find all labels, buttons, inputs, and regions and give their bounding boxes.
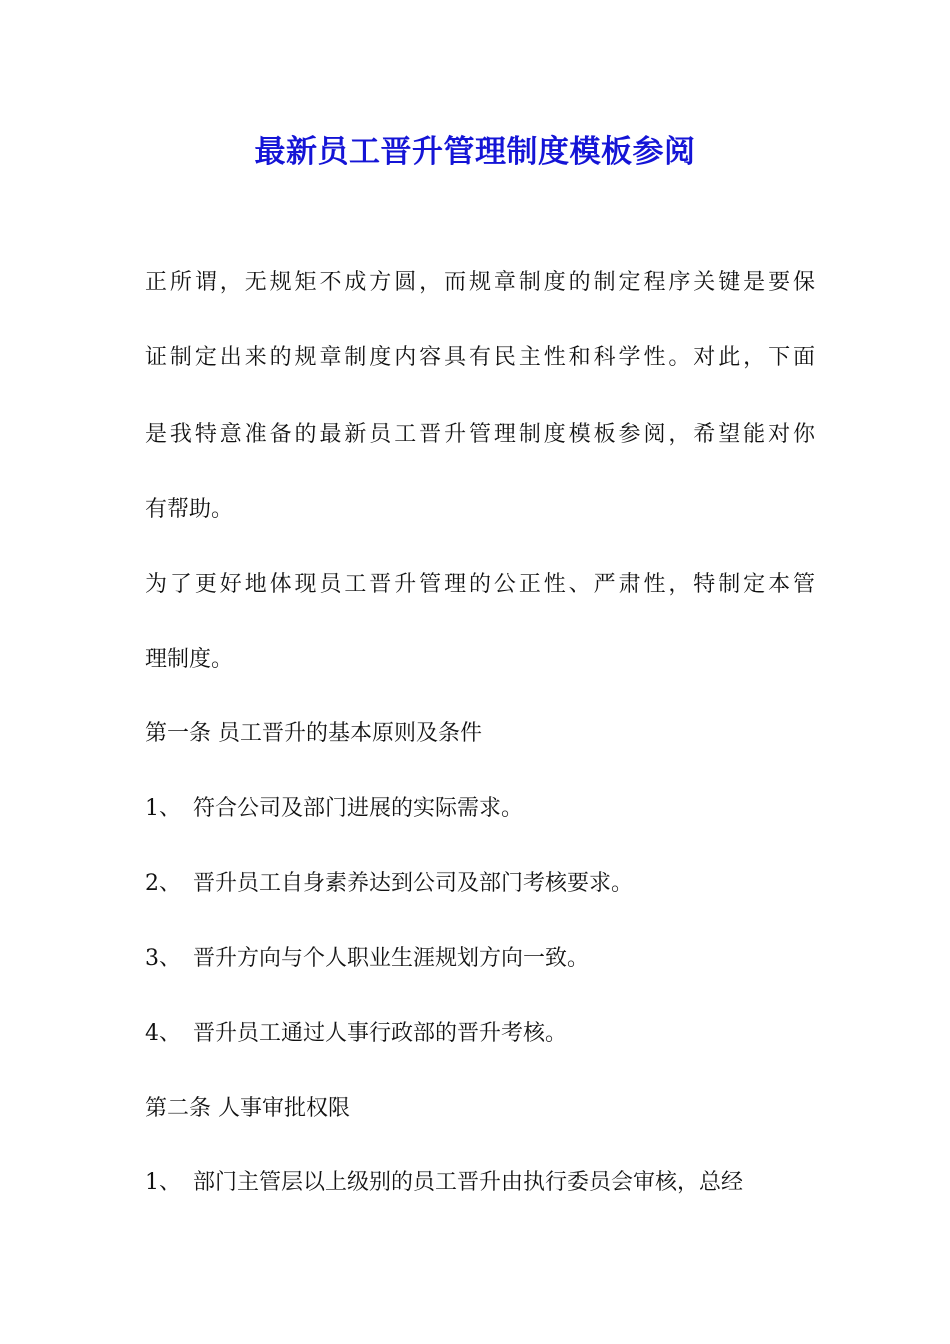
intro-line-3: 是我特意准备的最新员工晋升管理制度模板参阅，希望能对你 — [145, 422, 815, 447]
list-item-text: 晋升员工自身素养达到公司及部门考核要求。 — [193, 871, 634, 896]
article-1-item — [145, 1019, 815, 1049]
list-item-text: 晋升员工通过人事行政部的晋升考核。 — [193, 1021, 568, 1046]
list-item-number: 3、 — [145, 946, 181, 971]
article-2-heading: 第二条 人事审批权限 — [145, 1096, 350, 1121]
intro-line-2: 证制定出来的规章制度内容具有民主性和科学性。对此，下面 — [145, 345, 815, 370]
article-1-item — [145, 869, 815, 899]
list-item-text: 符合公司及部门进展的实际需求。 — [193, 796, 524, 821]
article-1-heading: 第一条 员工晋升的基本原则及条件 — [145, 721, 482, 746]
article-2-item — [145, 1168, 815, 1198]
list-item-number: 4、 — [145, 1021, 181, 1046]
list-item-number: 2、 — [145, 871, 181, 896]
purpose-line-2: 理制度。 — [145, 647, 234, 672]
list-item-text: 晋升方向与个人职业生涯规划方向一致。 — [193, 946, 590, 971]
article-1-item — [145, 794, 815, 824]
list-item-number: 1、 — [145, 1170, 181, 1195]
intro-line-1: 正所谓，无规矩不成方圆，而规章制度的制定程序关键是要保 — [145, 270, 815, 295]
purpose-line-1: 为了更好地体现员工晋升管理的公正性、严肃性，特制定本管 — [145, 572, 815, 597]
intro-line-4: 有帮助。 — [145, 497, 234, 522]
article-1-item — [145, 944, 815, 974]
list-item-text: 部门主管层以上级别的员工晋升由执行委员会审核，总经 — [193, 1170, 744, 1195]
list-item-number: 1、 — [145, 796, 181, 821]
document-title: 最新员工晋升管理制度模板参阅 — [254, 134, 696, 170]
